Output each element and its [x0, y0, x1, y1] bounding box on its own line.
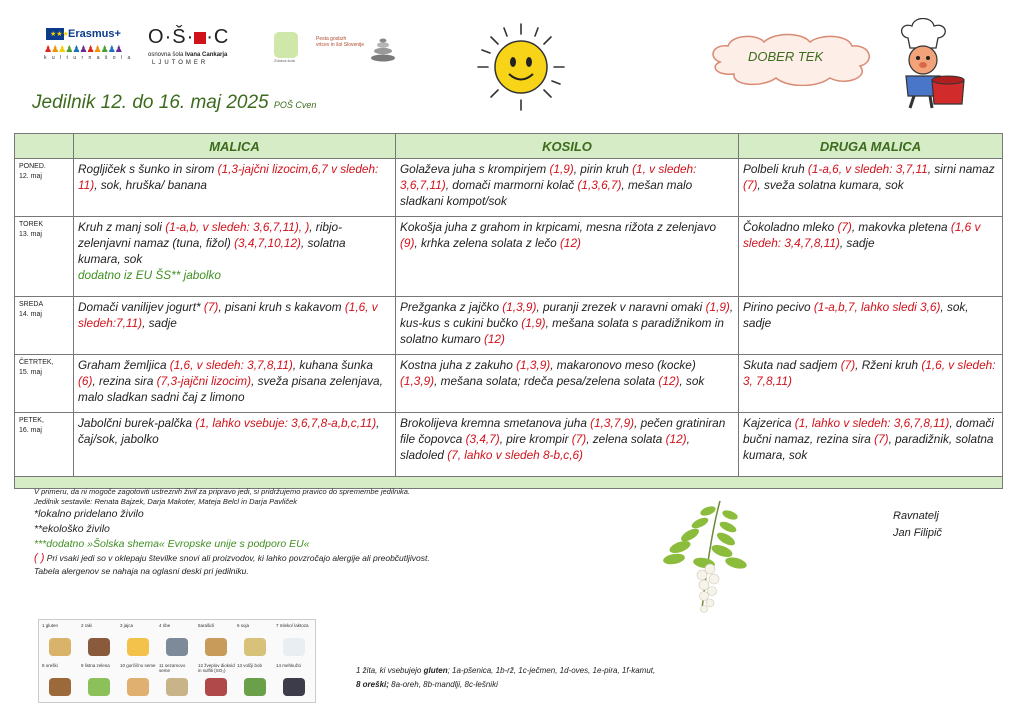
footnote-gluten: 1 žita, ki vsebujejo gluten; 1a-pšenica, 1b-rž, 1c-ječmen, 1d-oves, 1e-pira, 1f-kamut,: [356, 666, 656, 675]
allergen-codes: (7, lahko v sledeh 8-b,c,6): [447, 448, 583, 462]
allergen-codes: (9): [400, 236, 415, 250]
allergen-label: 1 gluten: [42, 623, 59, 628]
meal-text: , sadje: [839, 236, 875, 250]
allergen-icon: [166, 678, 188, 696]
meal-text: Kostna juha z zakuho: [400, 358, 517, 372]
meal-text: Rogljiček s šunko in sirom: [78, 162, 218, 176]
meal-cell-kosilo: [396, 159, 739, 217]
notes: [34, 487, 594, 578]
meal-text: , kuhana šunka: [292, 358, 373, 372]
allergen-codes: (12): [483, 332, 505, 346]
allergen-item: [197, 662, 235, 700]
meal-cell-malica: [74, 297, 396, 355]
allergen-codes: (1,6, v sledeh: 3, 7,8,11): [743, 358, 996, 388]
meal-cell-kosilo: [396, 413, 739, 477]
meal-text: , mešana solata; rdeča pesa/zelena solata: [434, 374, 659, 388]
meal-cell-druga: [739, 413, 1003, 477]
acacia-flower-icon: [650, 497, 760, 619]
allergen-item: [119, 622, 157, 660]
meal-text: , sok, sadje: [743, 300, 969, 330]
column-header-kosilo: KOSILO: [396, 134, 739, 159]
allergen-label: 12 žveplov dioksid in sulfiti (SO₂): [198, 663, 235, 673]
allergen-codes: (7): [874, 432, 889, 446]
allergen-label: 8 oreški: [42, 663, 58, 668]
allergen-icon: [166, 638, 188, 656]
allergen-codes: (7): [743, 178, 758, 192]
table-row: [15, 297, 1003, 355]
meal-text: , krhka zelena solata z lečo: [414, 236, 560, 250]
allergen-codes: (1,9): [705, 300, 730, 314]
meal-text: Domači vanilijev jogurt*: [78, 300, 204, 314]
meal-text: , sveža solatna kumara, sok: [757, 178, 904, 192]
allergen-label: 14 mehkužci: [276, 663, 302, 668]
allergen-codes: (1,6 v sledeh: 3,4,7,8,11): [743, 220, 981, 250]
meal-cell-druga: [739, 355, 1003, 413]
meal-text: , mešan malo sladkani kompot/sok: [400, 178, 693, 208]
allergen-item: [41, 662, 79, 700]
allergen-icon: [88, 638, 110, 656]
meal-text: , sok: [679, 374, 705, 388]
allergen-codes: (1, lahko v sledeh: 3,6,7,8,11): [794, 416, 950, 430]
allergen-icon: [88, 678, 110, 696]
allergen-codes: (7,3-jajčni lizocim): [156, 374, 252, 388]
page-subtitle: POŠ Cven: [273, 100, 317, 110]
healthy-school-caption: Zdrava šola: [274, 58, 295, 63]
meal-text: Golaževa juha s krompirjem: [400, 162, 550, 176]
allergen-label: 9 listna zelena: [81, 663, 110, 668]
allergen-codes: (7): [837, 220, 852, 234]
day-cell: PETEK, 16. maj: [15, 413, 74, 477]
meal-text: Brokolijeva kremna smetanova juha: [400, 416, 591, 430]
school-letters: O·Š· ·C: [148, 26, 230, 48]
meal-text: Kokošja juha z grahom in krpicami, mesna rižota z zelenjavo: [400, 220, 717, 234]
meal-text: , mešana solata s paradižnikom in solatno kumaro: [400, 316, 724, 346]
column-header-malica: MALICA: [74, 134, 396, 159]
allergen-label: 13 volčji bob: [237, 663, 263, 668]
allergen-codes: (12): [665, 432, 687, 446]
allergen-item: [80, 622, 118, 660]
day-cell: SREDA 14. maj: [15, 297, 74, 355]
allergen-item: [236, 622, 274, 660]
meal-cell-malica: [74, 355, 396, 413]
allergen-label: 4 ribe: [159, 623, 171, 628]
smiling-sun-icon: [476, 22, 566, 112]
meal-text: Jabolčni burek-palčka: [78, 416, 196, 430]
meal-text: , rezina sira: [92, 374, 157, 388]
pesta-logo: [274, 28, 402, 68]
allergen-item: [119, 662, 157, 700]
meal-cell-kosilo: [396, 217, 739, 297]
allergen-codes: (7): [203, 300, 219, 314]
allergen-label: 5arašidi: [198, 623, 214, 628]
stones-icon: [370, 38, 396, 62]
meal-text: , sladoled: [400, 432, 690, 462]
allergen-label: 6 soja: [237, 623, 250, 628]
signature-role: Ravnatelj: [893, 510, 939, 522]
allergen-icon: [205, 638, 227, 656]
allergen-table-image: [38, 619, 316, 703]
allergen-codes: (1,3,6,7): [577, 178, 622, 192]
allergen-item: [158, 622, 196, 660]
allergen-codes: (7): [571, 432, 587, 446]
allergen-item: [197, 622, 235, 660]
meal-text: , domači marmorni kolač: [445, 178, 578, 192]
meal-text: , paradižnik, solatna kumara, sok: [743, 432, 994, 462]
allergen-codes: (12): [658, 374, 680, 388]
meal-text: , ribjo-zelenjavni namaz (tuna, fižol): [78, 220, 343, 250]
meal-text: , solatna kumara, sok: [78, 236, 346, 266]
meal-text: , makaronovo meso (kocke): [550, 358, 696, 372]
meal-cell-malica: [74, 217, 396, 297]
allergen-codes: (7): [840, 358, 856, 372]
meal-text: , sok, hruška/ banana: [94, 178, 207, 192]
meal-text: Kruh z manj soli: [78, 220, 166, 234]
note-school-scheme: ***dodatno »Šolska shema« Evropske unije s podporo EU«: [34, 538, 310, 550]
meal-cell-druga: [739, 297, 1003, 355]
note-change-rights: V primeru, da ni mogoče zagotoviti ustreznih živil za pripravo jedi, si pridržujemo pravico do spremembe jedilnika.: [34, 487, 410, 496]
page-title: Jedilnik 12. do 16. maj 2025 POŠ Cven: [32, 92, 317, 113]
meal-text: , sadje: [142, 316, 177, 330]
allergen-icon: [244, 678, 266, 696]
pesta-text: Pesta gosbzh vrtcev in šol Slovenije: [316, 36, 365, 48]
allergen-codes: (1-a,b, v sledeh: 3,6,7,11), ): [165, 220, 310, 234]
meal-text: , pire krompir: [499, 432, 572, 446]
allergen-item: [158, 662, 196, 700]
erasmus-subtitle: k u l t u r n a š o l a: [44, 55, 133, 61]
allergen-codes: (1,3,9): [516, 358, 551, 372]
allergen-codes: (1, lahko vsebuje: 3,6,7,8-a,b,c,11): [195, 416, 377, 430]
eu-flag-icon: ★★★: [46, 28, 64, 40]
meal-cell-malica: [74, 413, 396, 477]
meal-text: , sirni namaz: [927, 162, 995, 176]
allergen-icon: [49, 678, 71, 696]
chef-cartoon-icon: [884, 18, 966, 110]
allergen-codes: (3,4,7,10,12): [234, 236, 301, 250]
day-cell: PONED. 12. maj: [15, 159, 74, 217]
allergen-item: [41, 622, 79, 660]
day-cell: ČETRTEK, 15. maj: [15, 355, 74, 413]
allergen-codes: (1, v sledeh: 3,6,7,11): [400, 162, 697, 192]
allergen-codes: (1,3,9): [400, 374, 435, 388]
meal-text: , Rženi kruh: [855, 358, 922, 372]
allergen-icon: [205, 678, 227, 696]
allergen-item: [275, 662, 313, 700]
allergen-icon: [283, 678, 305, 696]
meal-text: , pisani kruh s kakavom: [218, 300, 345, 314]
table-row: [15, 413, 1003, 477]
allergen-label: 3 jajca: [120, 623, 134, 628]
allergen-codes: (1,9): [521, 316, 546, 330]
meal-text: , čaj/sok, jabolko: [78, 416, 380, 446]
meal-text: Čokoladno mleko: [743, 220, 838, 234]
allergen-footnote: [356, 664, 655, 692]
meal-text: , makovka pletena: [851, 220, 951, 234]
signature-name: Jan Filipič: [893, 527, 942, 539]
allergen-codes: (6): [78, 374, 93, 388]
allergen-codes: (1,9): [549, 162, 574, 176]
day-cell: TOREK 13. maj: [15, 217, 74, 297]
meal-text: , pečen gratiniran file čopovca: [400, 416, 726, 446]
meal-text: Prežganka z jajčko: [400, 300, 503, 314]
note-allergens: ( ) Pri vsaki jedi so v oklepaju številke snovi ali proizvodov, ki lahko povzročajo alergije ali preobčutljivost.: [34, 552, 430, 564]
allergen-icon: [127, 678, 149, 696]
meal-text: , zelena solata: [586, 432, 666, 446]
allergen-label: 11 sezamovo seme: [159, 663, 186, 673]
note-organic-food: **ekološko živilo: [34, 523, 110, 535]
school-name: osnovna šola Ivana Cankarja: [148, 52, 228, 58]
allergen-item: [80, 662, 118, 700]
footnote-nuts: 8 oreški; 8a-oreh, 8b-mandlji, 8c-lešniki: [356, 680, 498, 689]
allergen-icon: [49, 638, 71, 656]
healthy-school-icon: [274, 32, 298, 58]
meal-text: , pirin kruh: [573, 162, 633, 176]
allergen-codes: (1-a,6, v sledeh: 3,7,11: [807, 162, 928, 176]
meal-text: , puranji zrezek v naravni omaki: [536, 300, 706, 314]
meal-cell-malica: [74, 159, 396, 217]
note-local-food: *lokalno pridelano živilo: [34, 508, 144, 520]
allergen-label: 7 mleko/ laktoza: [276, 623, 309, 628]
allergen-item: [275, 622, 313, 660]
meal-text: , domači bučni namaz, rezina sira: [743, 416, 994, 446]
meal-text: dodatno iz EU ŠS** jabolko: [78, 268, 221, 282]
table-row: [15, 159, 1003, 217]
erasmus-name: Erasmus+: [68, 28, 121, 40]
allergen-icon: [244, 638, 266, 656]
school-logo: [148, 26, 254, 70]
allergen-label: 10 gorčično seme: [120, 663, 156, 668]
allergen-codes: (12): [560, 236, 581, 250]
meal-text: , kus-kus s cukini bučko: [400, 300, 734, 330]
meal-cell-kosilo: [396, 297, 739, 355]
column-header-druga-malica: DRUGA MALICA: [739, 134, 1003, 159]
meal-cell-druga: [739, 159, 1003, 217]
allergen-codes: (1,3,7,9): [590, 416, 635, 430]
note-authors: Jedilnik sestavile: Renata Bajzek, Darja Makoter, Mateja Belcl in Darja Pavliček: [34, 497, 298, 506]
allergen-codes: (1,3-jajčni lizocim,6,7 v sledeh: 11): [78, 162, 379, 192]
meal-text: Skuta nad sadjem: [743, 358, 841, 372]
school-town: LJUTOMER: [152, 60, 209, 66]
meal-text: Pirino pecivo: [743, 300, 814, 314]
meal-text: , sveža pisana zelenjava, malo sladkan sadni čaj z limono: [78, 374, 383, 404]
meal-text: Kajzerica: [743, 416, 795, 430]
note-allergen-table: Tabela alergenov se nahaja na oglasni deski pri jedilniku.: [34, 566, 249, 576]
allergen-codes: (1-a,b,7, lahko sledi 3,6): [813, 300, 941, 314]
signature: [893, 508, 942, 542]
allergen-icon: [127, 638, 149, 656]
allergen-label: 2 raki: [81, 623, 93, 628]
table-row: [15, 355, 1003, 413]
allergen-codes: (3,4,7): [465, 432, 500, 446]
allergen-codes: (1,3,9): [502, 300, 537, 314]
allergen-item: [236, 662, 274, 700]
cloud-text: DOBER TEK: [748, 49, 824, 64]
meal-text: Polbeli kruh: [743, 162, 808, 176]
table-row: [15, 217, 1003, 297]
allergen-codes: (1,6, v sledeh:7,11): [78, 300, 378, 330]
table-header: [15, 134, 1003, 159]
menu-table: [14, 133, 1003, 489]
allergen-codes: (1,6, v sledeh: 3,7,8,11): [169, 358, 293, 372]
meal-cell-druga: [739, 217, 1003, 297]
meal-cell-kosilo: [396, 355, 739, 413]
erasmus-logo: [40, 24, 140, 66]
meal-text: Graham žemljica: [78, 358, 170, 372]
allergen-icon: [283, 638, 305, 656]
people-icons: ♟♟♟♟♟♟♟♟♟♟♟: [44, 44, 122, 54]
